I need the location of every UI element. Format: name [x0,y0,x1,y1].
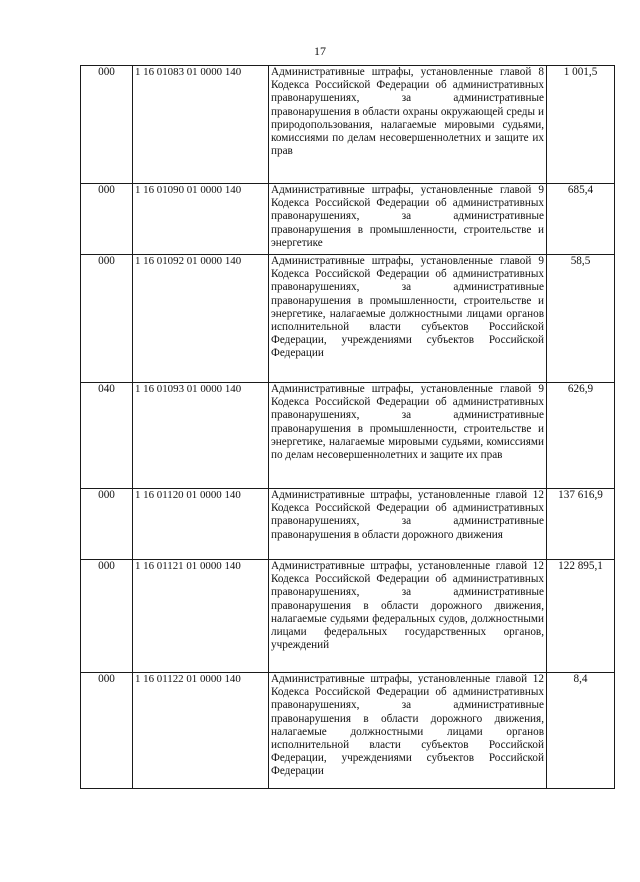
budget-revenue-table [80,65,615,789]
admin-code-cell: 000 [81,560,133,673]
admin-code-cell: 000 [81,673,133,789]
budget-code-cell: 1 16 01090 01 0000 140 [133,184,269,255]
admin-code-cell: 040 [81,383,133,489]
description-cell: Административные штрафы, установленные главой 12 Кодекса Российской Федерации об административных правонарушениях, за административные правонарушения в области дорожного движения, налагаемые должностными лицами органов исполнительной власти субъектов Российской Федерации, учреждениями субъектов Российской Федерации [269,673,547,789]
table-row [81,255,615,383]
description-cell: Административные штрафы, установленные главой 12 Кодекса Российской Федерации об административных правонарушениях, за административные правонарушения в области дорожного движения [269,489,547,560]
amount-cell: 137 616,9 [547,489,615,560]
description-cell: Административные штрафы, установленные главой 9 Кодекса Российской Федерации об административных правонарушениях, за административные правонарушения в промышленности, строительстве и энергетике, налагаемые мировыми судьями, комиссиями по делам несовершеннолетних и защите их прав [269,383,547,489]
admin-code-cell: 000 [81,66,133,184]
budget-code-cell: 1 16 01121 01 0000 140 [133,560,269,673]
description-cell: Административные штрафы, установленные главой 8 Кодекса Российской Федерации об административных правонарушениях, за административные правонарушения в области охраны окружающей среды и природопользования, налагаемые мировыми судьями, комиссиями по делам несовершеннолетних и защите их прав [269,66,547,184]
budget-code-cell: 1 16 01092 01 0000 140 [133,255,269,383]
budget-code-cell: 1 16 01083 01 0000 140 [133,66,269,184]
amount-cell: 1 001,5 [547,66,615,184]
admin-code-cell: 000 [81,184,133,255]
amount-cell: 626,9 [547,383,615,489]
table-row [81,560,615,673]
table-row [81,489,615,560]
budget-code-cell: 1 16 01093 01 0000 140 [133,383,269,489]
description-cell: Административные штрафы, установленные главой 9 Кодекса Российской Федерации об административных правонарушениях, за административные правонарушения в промышленности, строительстве и энергетике [269,184,547,255]
amount-cell: 122 895,1 [547,560,615,673]
table-row [81,673,615,789]
table-row [81,383,615,489]
table-row [81,66,615,184]
budget-code-cell: 1 16 01122 01 0000 140 [133,673,269,789]
admin-code-cell: 000 [81,489,133,560]
description-cell: Административные штрафы, установленные главой 12 Кодекса Российской Федерации об административных правонарушениях, за административные правонарушения в области дорожного движения, налагаемые судьями федеральных судов, должностными лицами федеральных государственных органов, учреждений [269,560,547,673]
table-row [81,184,615,255]
amount-cell: 8,4 [547,673,615,789]
admin-code-cell: 000 [81,255,133,383]
budget-code-cell: 1 16 01120 01 0000 140 [133,489,269,560]
amount-cell: 58,5 [547,255,615,383]
amount-cell: 685,4 [547,184,615,255]
description-cell: Административные штрафы, установленные главой 9 Кодекса Российской Федерации об административных правонарушениях, за административные правонарушения в промышленности, строительстве и энергетике, налагаемые должностными лицами органов исполнительной власти субъектов Российской Федерации, учреждениями субъектов Российской Федерации [269,255,547,383]
page-number: 17 [314,44,326,58]
